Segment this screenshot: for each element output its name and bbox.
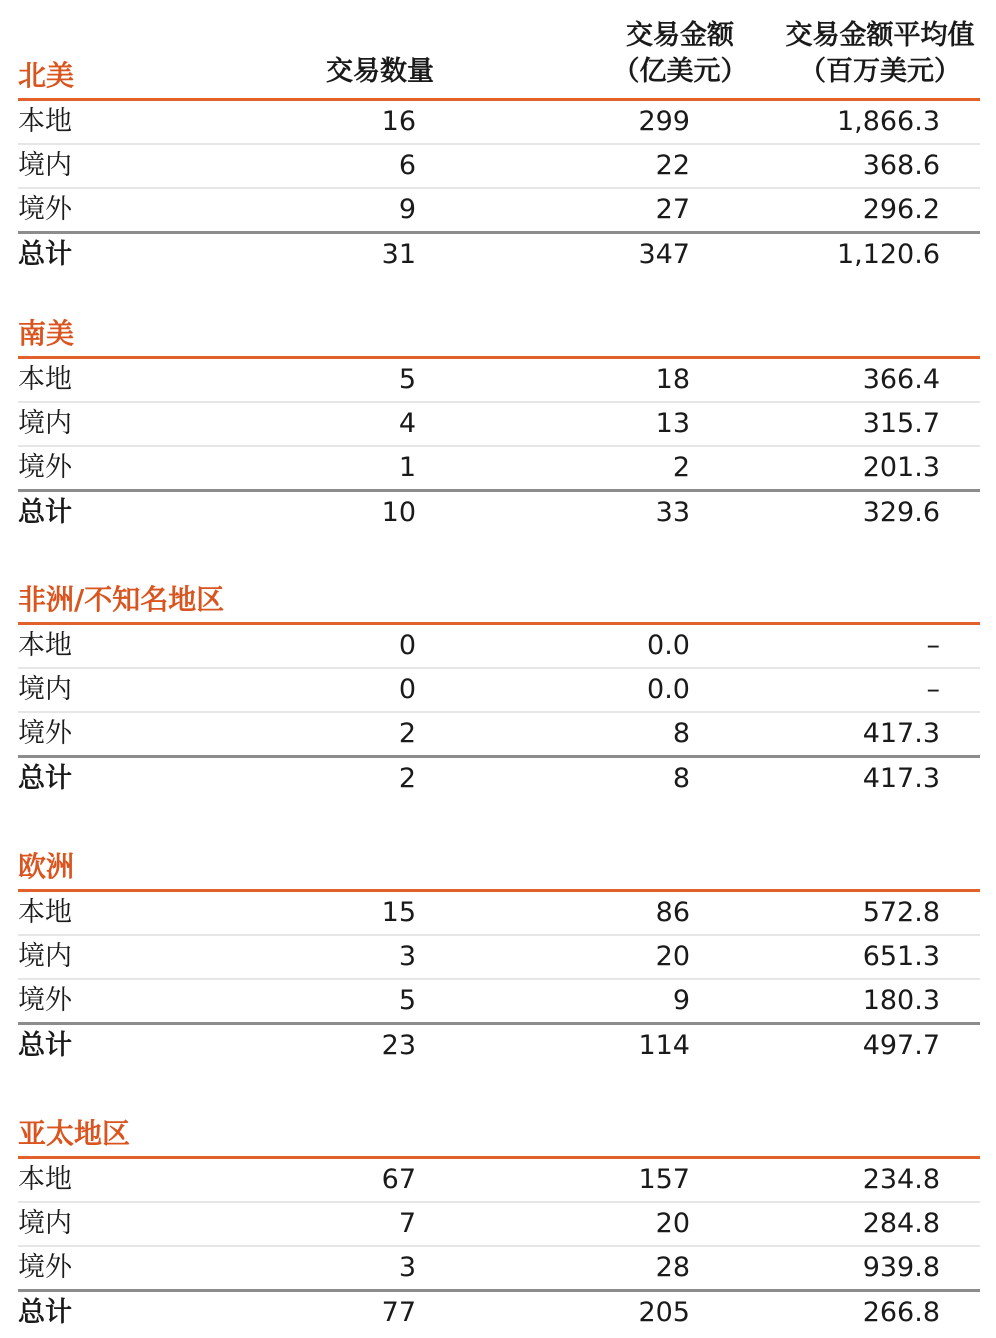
average-value-cell: 284.8 xyxy=(862,1208,940,1239)
region-section-africa-unknown xyxy=(18,578,980,800)
region-title: 亚太地区 xyxy=(18,1112,980,1159)
average-value-cell: 180.3 xyxy=(862,985,940,1016)
row-label: 总计 xyxy=(18,763,72,794)
row-label: 总计 xyxy=(18,497,72,528)
column-header-average-value-line1: 交易金额平均值 xyxy=(785,20,975,51)
deal-value-cell: 8 xyxy=(672,718,690,749)
table-row xyxy=(18,713,980,758)
deal-count-cell: 2 xyxy=(398,718,416,749)
average-value-cell: 651.3 xyxy=(862,941,940,972)
average-value-cell: 1,866.3 xyxy=(836,106,940,137)
table-row xyxy=(18,1203,980,1247)
average-value-cell: 939.8 xyxy=(862,1252,940,1283)
deal-count-cell: 5 xyxy=(398,985,416,1016)
deal-value-cell: 27 xyxy=(655,194,690,225)
deal-count-cell: 9 xyxy=(398,194,416,225)
deal-value-cell: 18 xyxy=(655,364,690,395)
deal-value-cell: 20 xyxy=(655,1208,690,1239)
row-label: 本地 xyxy=(18,364,72,395)
row-label: 境外 xyxy=(18,452,72,483)
region-title: 南美 xyxy=(18,312,980,359)
row-label: 总计 xyxy=(18,1297,72,1328)
average-value-cell: 417.3 xyxy=(862,763,940,794)
average-value-cell: 572.8 xyxy=(862,897,940,928)
region-section-asia-pacific xyxy=(18,1112,980,1334)
row-label: 总计 xyxy=(18,239,72,270)
total-row xyxy=(18,1025,980,1067)
row-label: 境外 xyxy=(18,718,72,749)
average-value-cell: 234.8 xyxy=(862,1164,940,1195)
total-row xyxy=(18,234,980,276)
row-label: 本地 xyxy=(18,897,72,928)
row-label: 境外 xyxy=(18,985,72,1016)
region-section-south-america xyxy=(18,312,980,534)
table-row xyxy=(18,1247,980,1292)
deal-count-cell: 1 xyxy=(398,452,416,483)
total-row xyxy=(18,758,980,800)
deal-value-cell: 13 xyxy=(655,408,690,439)
average-value-cell: 296.2 xyxy=(862,194,940,225)
average-value-cell: 366.4 xyxy=(862,364,940,395)
table-row xyxy=(18,403,980,447)
row-label: 境内 xyxy=(18,674,72,705)
deal-value-cell: 8 xyxy=(672,763,690,794)
row-label: 境外 xyxy=(18,194,72,225)
deal-value-cell: 0.0 xyxy=(647,630,690,661)
deal-count-cell: 0 xyxy=(398,674,416,705)
deal-count-cell: 16 xyxy=(381,106,416,137)
average-value-cell: 201.3 xyxy=(862,452,940,483)
row-label: 境内 xyxy=(18,408,72,439)
deal-count-cell: 10 xyxy=(381,497,416,528)
deal-count-cell: 15 xyxy=(381,897,416,928)
row-label: 境内 xyxy=(18,150,72,181)
deal-count-cell: 5 xyxy=(398,364,416,395)
deal-count-cell: 7 xyxy=(398,1208,416,1239)
table-row xyxy=(18,189,980,234)
average-value-cell: 315.7 xyxy=(862,408,940,439)
deal-value-cell: 2 xyxy=(672,452,690,483)
table-row xyxy=(18,145,980,189)
table-row xyxy=(18,359,980,403)
deal-value-cell: 20 xyxy=(655,941,690,972)
deal-value-cell: 9 xyxy=(672,985,690,1016)
average-value-cell: – xyxy=(926,674,940,705)
average-value-cell: 266.8 xyxy=(862,1297,940,1328)
deal-count-cell: 3 xyxy=(398,941,416,972)
deal-count-cell: 0 xyxy=(398,630,416,661)
deal-count-cell: 23 xyxy=(381,1030,416,1061)
total-row xyxy=(18,492,980,534)
row-label: 本地 xyxy=(18,1164,72,1195)
region-title: 欧洲 xyxy=(18,845,980,892)
table-row xyxy=(18,1159,980,1203)
column-header-deal-value-line2: （亿美元） xyxy=(612,56,748,87)
row-label: 境外 xyxy=(18,1252,72,1283)
average-value-cell: – xyxy=(926,630,940,661)
deal-value-cell: 299 xyxy=(638,106,690,137)
column-header-deal-value-line1: 交易金额 xyxy=(626,20,734,51)
table-row xyxy=(18,625,980,669)
row-label: 本地 xyxy=(18,630,72,661)
deal-count-cell: 6 xyxy=(398,150,416,181)
deal-count-cell: 3 xyxy=(398,1252,416,1283)
row-label: 本地 xyxy=(18,106,72,137)
table-row xyxy=(18,101,980,145)
deal-value-cell: 114 xyxy=(638,1030,690,1061)
deal-value-cell: 347 xyxy=(638,239,690,270)
table-row xyxy=(18,669,980,713)
deal-count-cell: 2 xyxy=(398,763,416,794)
region-section-north-america xyxy=(18,54,980,276)
average-value-cell: 1,120.6 xyxy=(836,239,940,270)
average-value-cell: 497.7 xyxy=(862,1030,940,1061)
average-value-cell: 368.6 xyxy=(862,150,940,181)
table-row xyxy=(18,892,980,936)
column-header-deal-count-label: 交易数量 xyxy=(326,56,434,87)
deal-value-cell: 33 xyxy=(655,497,690,528)
column-header-average-value-line2: （百万美元） xyxy=(799,56,961,87)
deal-count-cell: 67 xyxy=(381,1164,416,1195)
deal-value-cell: 28 xyxy=(655,1252,690,1283)
average-value-cell: 417.3 xyxy=(862,718,940,749)
deal-count-cell: 4 xyxy=(398,408,416,439)
deal-value-cell: 0.0 xyxy=(647,674,690,705)
table-row xyxy=(18,936,980,980)
deal-value-cell: 86 xyxy=(655,897,690,928)
table-row xyxy=(18,447,980,492)
total-row xyxy=(18,1292,980,1334)
deal-count-cell: 31 xyxy=(381,239,416,270)
region-title: 北美 xyxy=(18,54,980,101)
region-title: 非洲/不知名地区 xyxy=(18,578,980,625)
average-value-cell: 329.6 xyxy=(862,497,940,528)
row-label: 境内 xyxy=(18,941,72,972)
row-label: 总计 xyxy=(18,1030,72,1061)
table-row xyxy=(18,980,980,1025)
deal-value-cell: 205 xyxy=(638,1297,690,1328)
deal-count-cell: 77 xyxy=(381,1297,416,1328)
region-section-europe xyxy=(18,845,980,1067)
deal-value-cell: 22 xyxy=(655,150,690,181)
row-label: 境内 xyxy=(18,1208,72,1239)
deal-value-cell: 157 xyxy=(638,1164,690,1195)
